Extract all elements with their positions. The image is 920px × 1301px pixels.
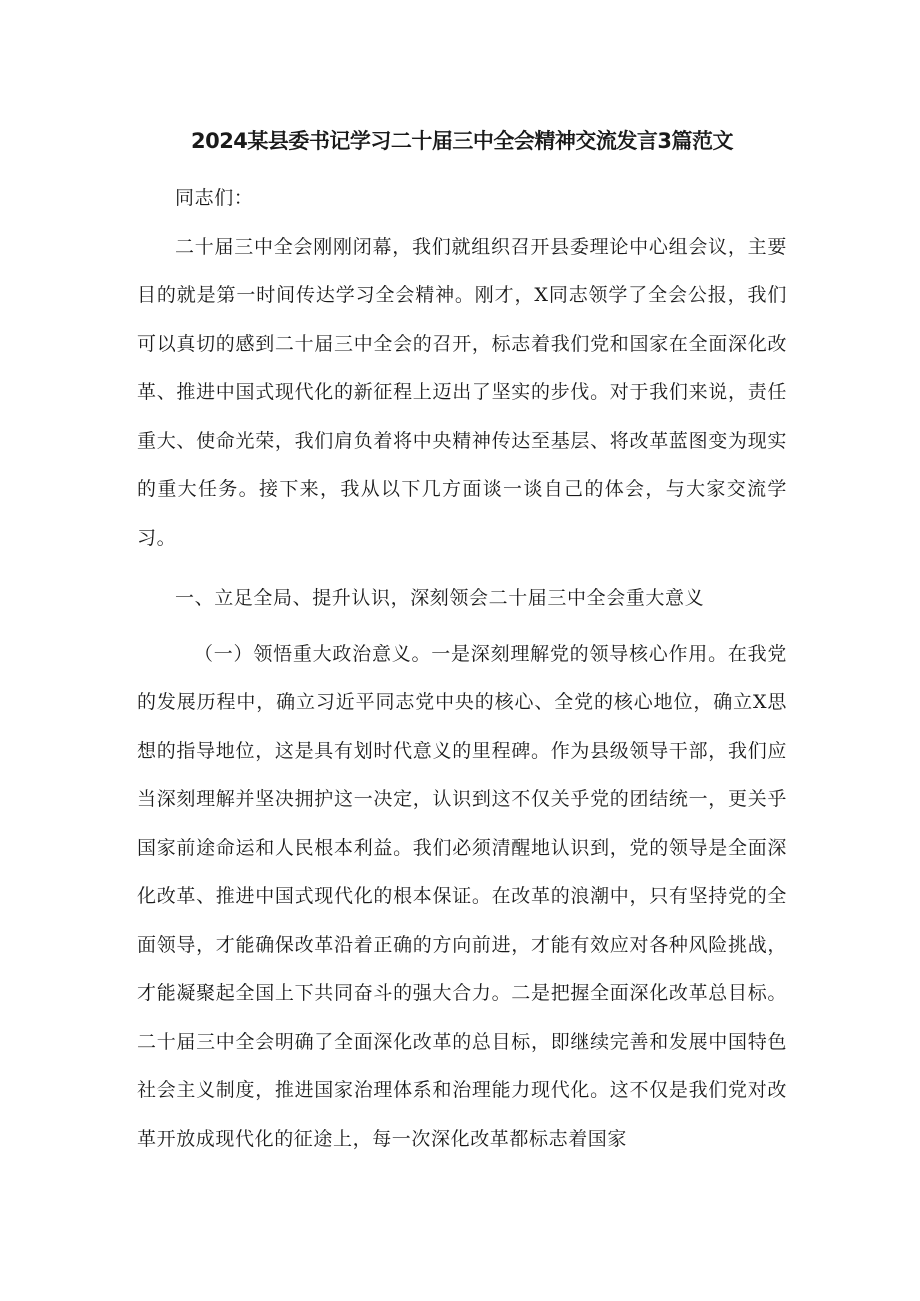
paragraph-intro: 二十届三中全会刚刚闭幕，我们就组织召开县委理论中心组会议，主要目的就是第一时间传达学习全会精神。刚才，X同志领学了全会公报，我们可以真切的感到二十届三中全会的召开，标志着我们党和国家在全面深化改革、推进中国式现代化的新征程上迈出了坚实的步伐。对于我们来说，责任重大、使命光荣，我们肩负着将中央精神传达至基层、将改革蓝图变为现实的重大任务。接下来，我从以下几方面谈一谈自己的体会，与大家交流学习。 [137,235,787,549]
salutation: 同志们： [175,187,254,209]
section-heading: 一、立足全局、提升认识，深刻领会二十届三中全会重大意义 [175,587,705,609]
paragraph-political-significance: （一）领悟重大政治意义。一是深刻理解党的领导核心作用。在我党的发展历程中，确立习近平同志党中央的核心、全党的核心地位，确立X思想的指导地位，这是具有划时代意义的里程碑。作为县级领导干部，我们应当深刻理解并坚决拥护这一决定，认识到这不仅关乎党的团结统一，更关乎国家前途命运和人民根本利益。我们必须清醒地认识到，党的领导是全面深化改革、推进中国式现代化的根本保证。在改革的浪潮中，只有坚持党的全面领导，才能确保改革沿着正确的方向前进，才能有效应对各种风险挑战，才能凝聚起全国上下共同奋斗的强大合力。二是把握全面深化改革总目标。二十届三中全会明确了全面深化改革的总目标，即继续完善和发展中国特色社会主义制度，推进国家治理体系和治理能力现代化。这不仅是我们党对改革开放成现代化的征途上，每一次深化改革都标志着国家 [137,642,787,1150]
document-title: 2024某县委书记学习二十届三中全会精神交流发言3篇范文 [190,129,734,153]
document-page [137,118,787,1163]
